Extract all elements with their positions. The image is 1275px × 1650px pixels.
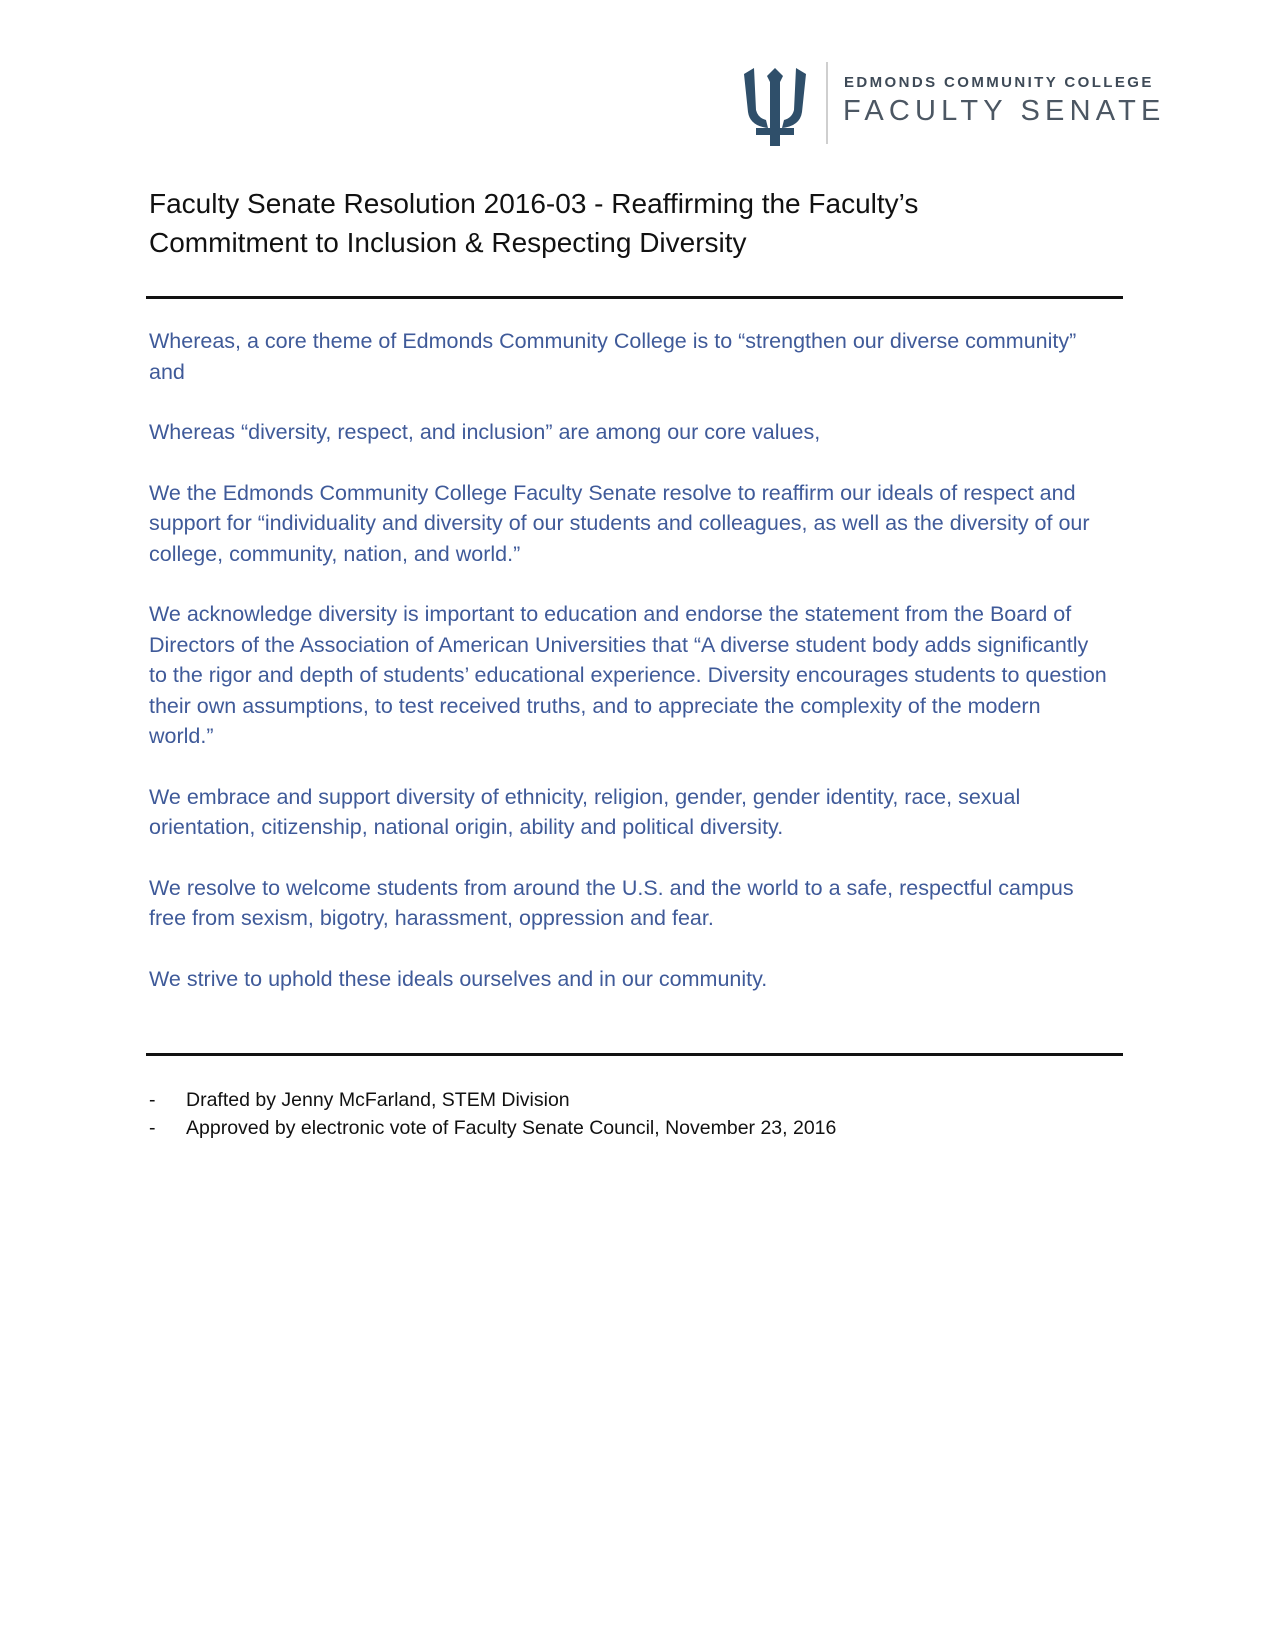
paragraph-whereas-core-values: Whereas “diversity, respect, and inclusion” are among our core values, xyxy=(149,420,821,444)
trident-icon xyxy=(742,68,808,146)
note-drafted-by: Drafted by Jenny McFarland, STEM Division xyxy=(186,1089,570,1111)
note-approved-by: Approved by electronic vote of Faculty Senate Council, November 23, 2016 xyxy=(186,1117,837,1139)
paragraph-acknowledge-diversity: We acknowledge diversity is important to education and endorse the statement from the Board of Directors of the Association of American Universities that “A diverse student body adds significantly to the rigor and depth of students’ educational experience. Diversity encourages students to question their own assumptions, to test received truths, and to appreciate the complexity of the modern world.” xyxy=(149,602,1107,748)
bullet-dash: - xyxy=(149,1117,156,1139)
resolution-title xyxy=(149,184,1089,262)
list-item xyxy=(149,1114,1109,1142)
resolution-notes xyxy=(149,1086,1109,1142)
paragraph-welcome-students: We resolve to welcome students from around the U.S. and the world to a safe, respectful campus free from sexism, bigotry, harassment, oppression and fear. xyxy=(149,875,1074,930)
top-divider xyxy=(146,296,1123,299)
paragraph-resolve-reaffirm: We the Edmonds Community College Faculty Senate resolve to reaffirm our ideals of respect and support for “individuality and diversity of our students and colleagues, as well as the diversity of our college, community, nation, and world.” xyxy=(149,480,1090,566)
bottom-divider xyxy=(146,1053,1123,1056)
title-line-2: Commitment to Inclusion & Respecting Diversity xyxy=(149,227,747,258)
title-line-1: Faculty Senate Resolution 2016-03 - Reaffirming the Faculty’s xyxy=(149,188,919,219)
logo-divider xyxy=(826,62,828,144)
paragraph-uphold-ideals: We strive to uphold these ideals ourselves and in our community. xyxy=(149,966,768,991)
paragraph-embrace-diversity: We embrace and support diversity of ethnicity, religion, gender, gender identity, race, sexual orientation, citizenship, national origin, ability and political diversity. xyxy=(149,784,1021,839)
logo-senate-name: FACULTY SENATE xyxy=(843,95,1166,127)
faculty-senate-logo xyxy=(742,62,1182,146)
list-item xyxy=(149,1086,1109,1114)
logo-college-name: EDMONDS COMMUNITY COLLEGE xyxy=(844,74,1154,91)
bullet-dash: - xyxy=(149,1089,156,1111)
resolution-body xyxy=(149,326,1109,1024)
paragraph-whereas-core-theme: Whereas, a core theme of Edmonds Community College is to “strengthen our diverse community” and xyxy=(149,329,1077,384)
